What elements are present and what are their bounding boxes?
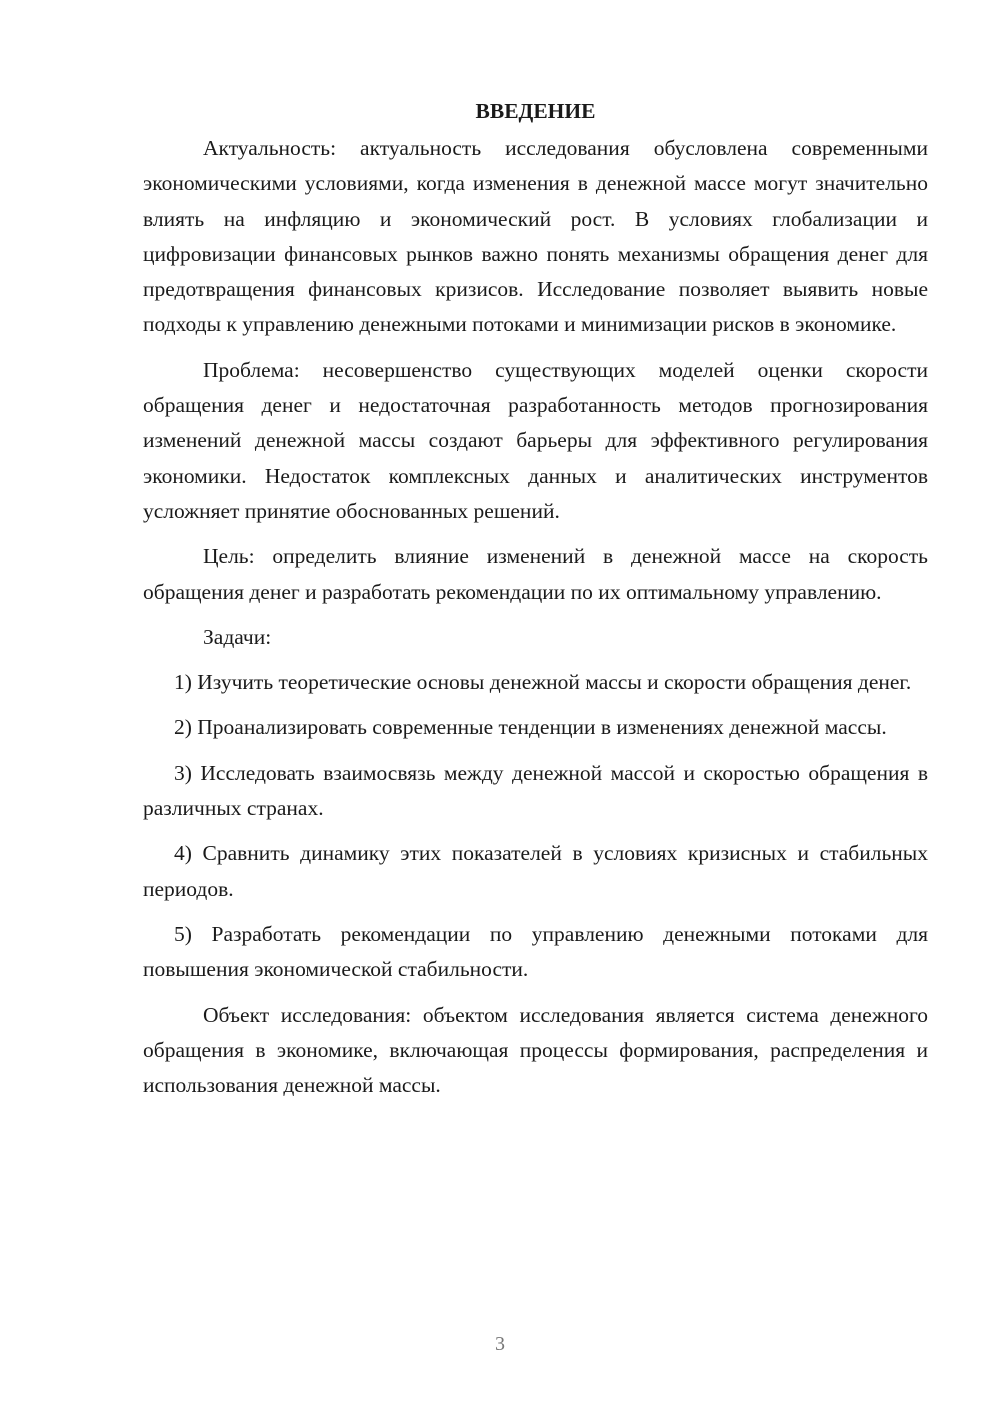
task-item: 5) Разработать рекомендации по управлению денежными потоками для повышения экономической стабильности. (143, 921, 928, 982)
relevance-paragraph: Актуальность: актуальность исследования обусловлена современными экономическими условиями, когда изменения в денежной массе могут значительно влиять на инфляцию и экономический рост. В условиях глобализации и цифровизации финансовых рынков важно понять механизмы обращения денег для предотвращения финансовых кризисов. Исследование позволяет выявить новые подходы к управлению денежными потоками и минимизации рисков в экономике. (143, 136, 928, 337)
task-item: 2) Проанализировать современные тенденции в изменениях денежной массы. (174, 715, 887, 740)
object-paragraph: Объект исследования: объектом исследования является система денежного обращения в экономике, включающая процессы формирования, распределения и использования денежной массы. (143, 1002, 928, 1098)
tasks-heading: Задачи: (203, 624, 272, 649)
goal-paragraph: Цель: определить влияние изменений в денежной массе на скорость обращения денег и разработать рекомендации по их оптимальному управлению. (143, 544, 928, 604)
task-item: 3) Исследовать взаимосвязь между денежной массой и скоростью обращения в различных странах. (143, 760, 928, 821)
page-number: 3 (495, 1333, 505, 1355)
page-content (143, 96, 928, 1113)
problem-paragraph: Проблема: несовершенство существующих моделей оценки скорости обращения денег и недостаточная разработанность методов прогнозирования изменений денежной массы создают барьеры для эффективного регулирования экономики. Недостаток комплексных данных и аналитических инструментов усложняет принятие обоснованных решений. (143, 357, 928, 523)
section-title: ВВЕДЕНИЕ (475, 99, 596, 123)
task-item: 1) Изучить теоретические основы денежной массы и скорости обращения денег. (174, 670, 912, 695)
task-item: 4) Сравнить динамику этих показателей в условиях кризисных и стабильных периодов. (143, 841, 928, 901)
